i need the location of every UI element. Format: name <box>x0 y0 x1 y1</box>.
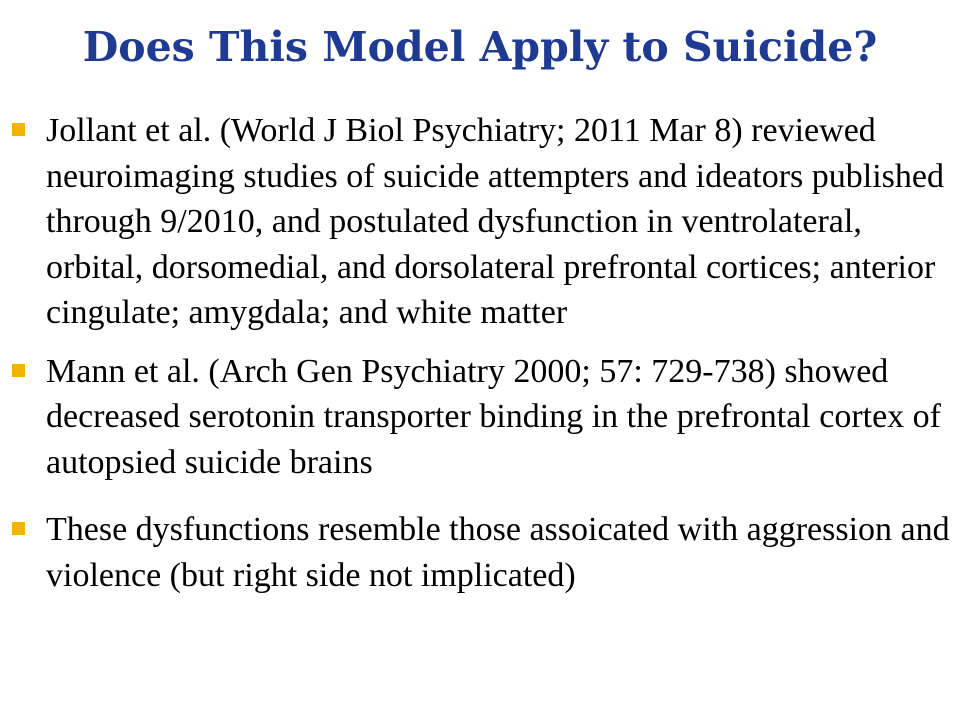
bullet-item <box>0 108 960 336</box>
bullet-text: These dysfunctions resemble those assoicated with aggression and violence (but right side not implicated) <box>46 511 950 594</box>
square-bullet-icon <box>12 522 25 535</box>
bullet-text: Jollant et al. (World J Biol Psychiatry; 2011 Mar 8) reviewed neuroimaging studies of suicide attempters and ideators published through 9/2010, and postulated dysfunction in ventrolateral, orbital, dorsomedial, and dorsolateral prefrontal cortices; anterior cingulate; amygdala; and white matter <box>46 112 944 331</box>
square-bullet-icon <box>12 364 25 377</box>
square-bullet-icon <box>12 123 25 136</box>
bullet-item <box>0 349 960 486</box>
bullet-text: Mann et al. (Arch Gen Psychiatry 2000; 57: 729-738) showed decreased serotonin transporter binding in the prefrontal cortex of autopsied suicide brains <box>46 352 942 481</box>
bullet-list <box>0 108 960 611</box>
bullet-item <box>0 507 960 598</box>
slide-title: Does This Model Apply to Suicide? <box>82 23 878 71</box>
